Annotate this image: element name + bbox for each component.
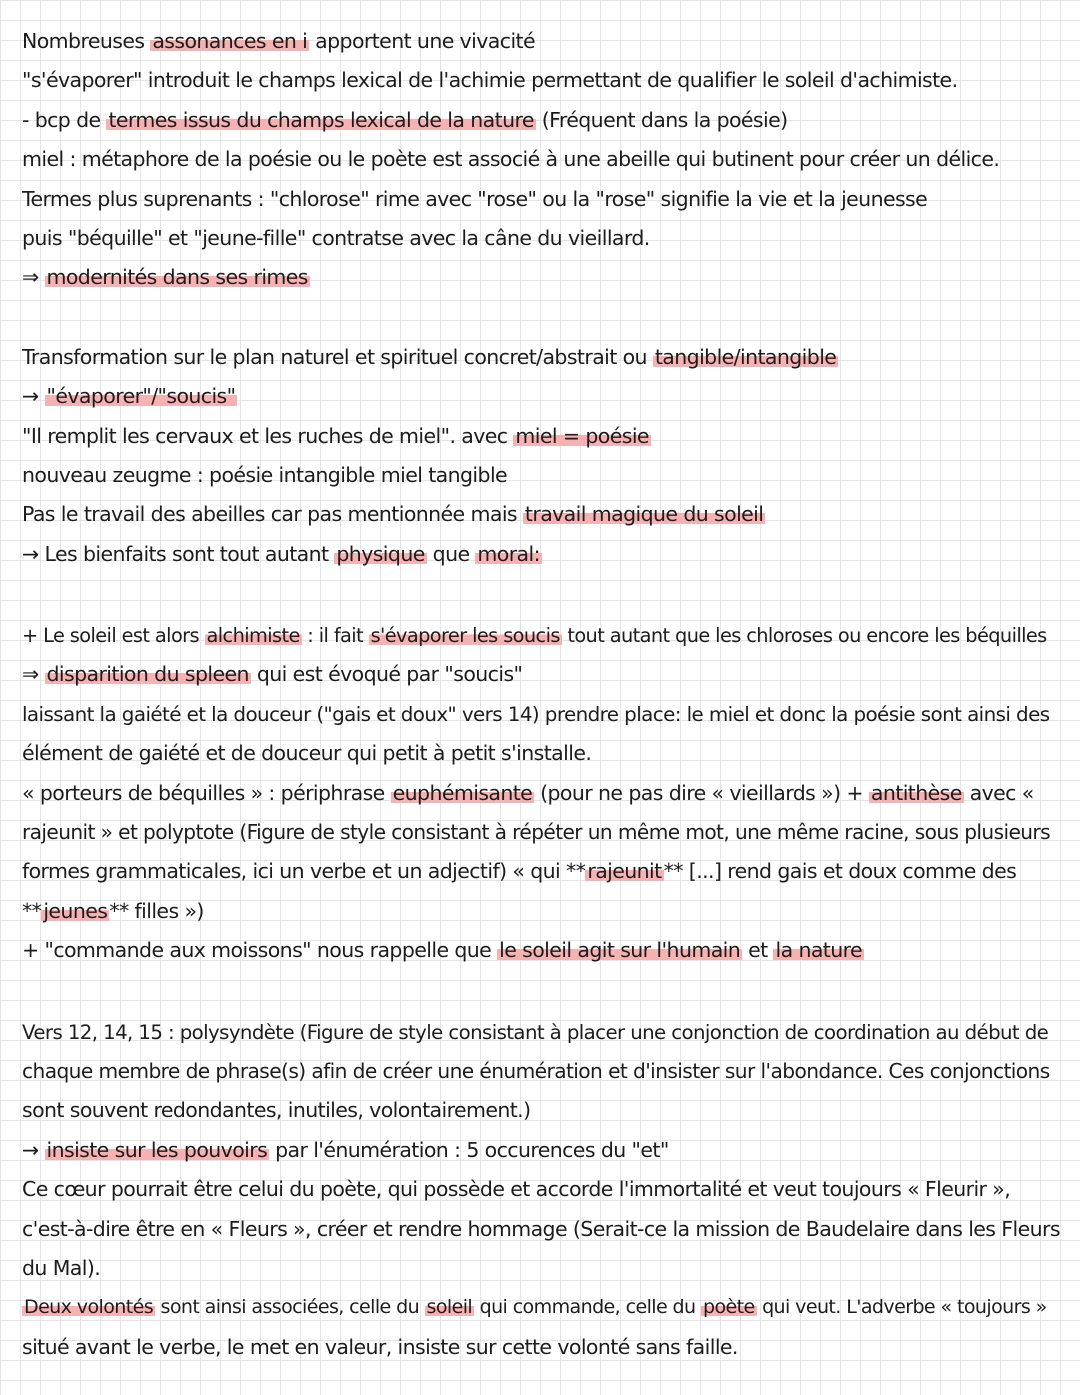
note-line (22, 852, 1062, 891)
note-text: laissant la gaiété et la douceur ("gais et doux" vers 14) prendre place: le miel et donc la poésie sont ainsi des (22, 702, 1050, 726)
note-line (22, 180, 1062, 219)
note-line (22, 377, 1062, 416)
note-text: ** (22, 898, 42, 923)
note-text: situé avant le verbe, le met en valeur, insiste sur cette volonté sans faille. (22, 1334, 738, 1359)
note-line (22, 1288, 1062, 1327)
highlighted-text: modernités dans ses rimes (46, 265, 308, 290)
highlighted-text: travail magique du soleil (524, 502, 764, 527)
note-line (22, 813, 1062, 852)
highlighted-text: antithèse (870, 780, 962, 805)
note-line (22, 695, 1062, 734)
highlighted-text: soleil (426, 1296, 473, 1319)
note-text: + "commande aux moissons" nous rappelle que (22, 938, 498, 963)
highlighted-text: physique (336, 541, 425, 566)
note-line (22, 1210, 1062, 1249)
paragraph-gap (22, 574, 1062, 616)
highlighted-text: disparition du spleen (46, 662, 249, 687)
note-text: Nombreuses (22, 29, 151, 53)
note-line (22, 61, 1062, 100)
note-text: → (22, 1137, 45, 1162)
note-line (22, 655, 1062, 694)
note-line (22, 1013, 1062, 1052)
note-line (22, 338, 1062, 377)
note-text: (pour ne pas dire « vieillards ») + (534, 780, 869, 805)
note-text: tout autant que les chloroses ou encore les béquilles (561, 624, 1047, 648)
note-line (22, 892, 1062, 931)
note-text: "s'évaporer" introduit le champs lexical de l'achimie permettant de qualifier le soleil d'achimiste. (22, 68, 958, 93)
note-text: ** filles ») (109, 898, 204, 923)
note-text: miel : métaphore de la poésie ou le poète est associé à une abeille qui butinent pour créer un délice. (22, 147, 1000, 172)
highlighted-text: rajeunit (587, 859, 662, 884)
note-text: qui commande, celle du (474, 1296, 701, 1319)
highlighted-text: insiste sur les pouvoirs (46, 1137, 268, 1162)
note-text: par l'énumération : 5 occurences du "et" (269, 1137, 669, 1162)
note-text: nouveau zeugme : poésie intangible miel tangible (22, 462, 508, 487)
note-text: Termes plus suprenants : "chlorose" rime avec "rose" ou la "rose" signifie la vie et la jeunesse (22, 186, 928, 211)
note-line (22, 1091, 1062, 1130)
note-text: avec « (963, 780, 1034, 805)
note-line (22, 417, 1062, 456)
note-text: + Le soleil est alors (22, 624, 205, 648)
note-line (22, 1052, 1062, 1091)
highlighted-text: euphémisante (392, 780, 533, 805)
note-text: sont ainsi associées, celle du (155, 1296, 425, 1319)
note-line (22, 22, 1062, 61)
note-text: chaque membre de phrase(s) afin de créer une énumération et d'insister sur l'abondance. Ces conjonctions (22, 1058, 1050, 1083)
note-text: « porteurs de béquilles » : périphrase (22, 780, 391, 805)
note-text: formes grammaticales, ici un verbe et un adjectif) « qui ** (22, 859, 586, 884)
note-line (22, 535, 1062, 574)
note-line (22, 495, 1062, 534)
highlighted-text: s'évaporer les soucis (370, 624, 560, 648)
highlighted-text: jeunes (43, 898, 108, 923)
note-text: apportent une vivacité (309, 29, 535, 53)
note-text: Transformation sur le plan naturel et spirituel concret/abstrait ou (22, 344, 653, 369)
note-text: sont souvent redondantes, inutiles, volontairement.) (22, 1098, 531, 1123)
note-line (22, 1328, 1062, 1367)
note-line (22, 931, 1062, 970)
note-line (22, 1249, 1062, 1288)
note-text: que (426, 541, 476, 566)
note-text: qui veut. L'adverbe « toujours » (756, 1296, 1047, 1319)
note-line (22, 1131, 1062, 1170)
highlighted-text: alchimiste (206, 624, 300, 648)
note-text: puis "béquille" et "jeune-fille" contratse avec la câne du vieillard. (22, 225, 650, 250)
highlighted-text: Deux volontés (24, 1296, 154, 1319)
note-line (22, 258, 1062, 297)
highlighted-text: le soleil agit sur l'humain (499, 938, 741, 963)
note-text: ** [...] rend gais et doux comme des (663, 859, 1017, 884)
note-text: Vers 12, 14, 15 : polysyndète (Figure de style consistant à placer une conjonction de coordination au début de (22, 1020, 1049, 1044)
note-text: c'est-à-dire être en « Fleurs », créer et rendre hommage (Serait-ce la mission de Baudelaire dans les Fleurs (22, 1216, 1060, 1241)
note-text: → Les bienfaits sont tout autant (22, 541, 335, 566)
note-line (22, 734, 1062, 773)
note-line (22, 774, 1062, 813)
paragraph-gap (22, 971, 1062, 1013)
highlighted-text: assonances en i (152, 29, 308, 53)
note-text: ⇒ (22, 662, 45, 687)
note-text: ⇒ (22, 265, 45, 290)
paragraph-gap (22, 298, 1062, 338)
note-text: - bcp de (22, 107, 107, 132)
note-line (22, 1170, 1062, 1209)
note-text: (Fréquent dans la poésie) (535, 107, 788, 132)
notes-page (22, 22, 1062, 1367)
note-text: qui est évoqué par "soucis" (250, 662, 523, 687)
note-text: : il fait (301, 624, 369, 648)
note-text: Ce cœur pourrait être celui du poète, qui possède et accorde l'immortalité et veut toujours « Fleurir », (22, 1177, 1011, 1202)
note-text: du Mal). (22, 1255, 101, 1280)
note-text: élément de gaiété et de douceur qui petit à petit s'installe. (22, 741, 592, 766)
note-text: "Il remplit les cervaux et les ruches de miel". avec (22, 423, 514, 448)
note-line (22, 219, 1062, 258)
note-line (22, 456, 1062, 495)
note-line (22, 101, 1062, 140)
note-line (22, 616, 1062, 655)
highlighted-text: "évaporer"/"soucis" (46, 384, 236, 409)
highlighted-text: poète (702, 1296, 755, 1319)
highlighted-text: la nature (775, 938, 863, 963)
note-text: rajeunit » et polyptote (Figure de style consistant à répéter un même mot, une même racine, sous plusieurs (22, 820, 1050, 845)
highlighted-text: tangible/intangible (654, 344, 837, 369)
note-text: → (22, 384, 45, 409)
highlighted-text: moral: (477, 541, 540, 566)
highlighted-text: miel = poésie (515, 423, 649, 448)
note-line (22, 140, 1062, 179)
highlighted-text: termes issus du champs lexical de la nature (108, 107, 534, 132)
note-text: Pas le travail des abeilles car pas mentionnée mais (22, 502, 523, 527)
note-text: et (742, 938, 774, 963)
